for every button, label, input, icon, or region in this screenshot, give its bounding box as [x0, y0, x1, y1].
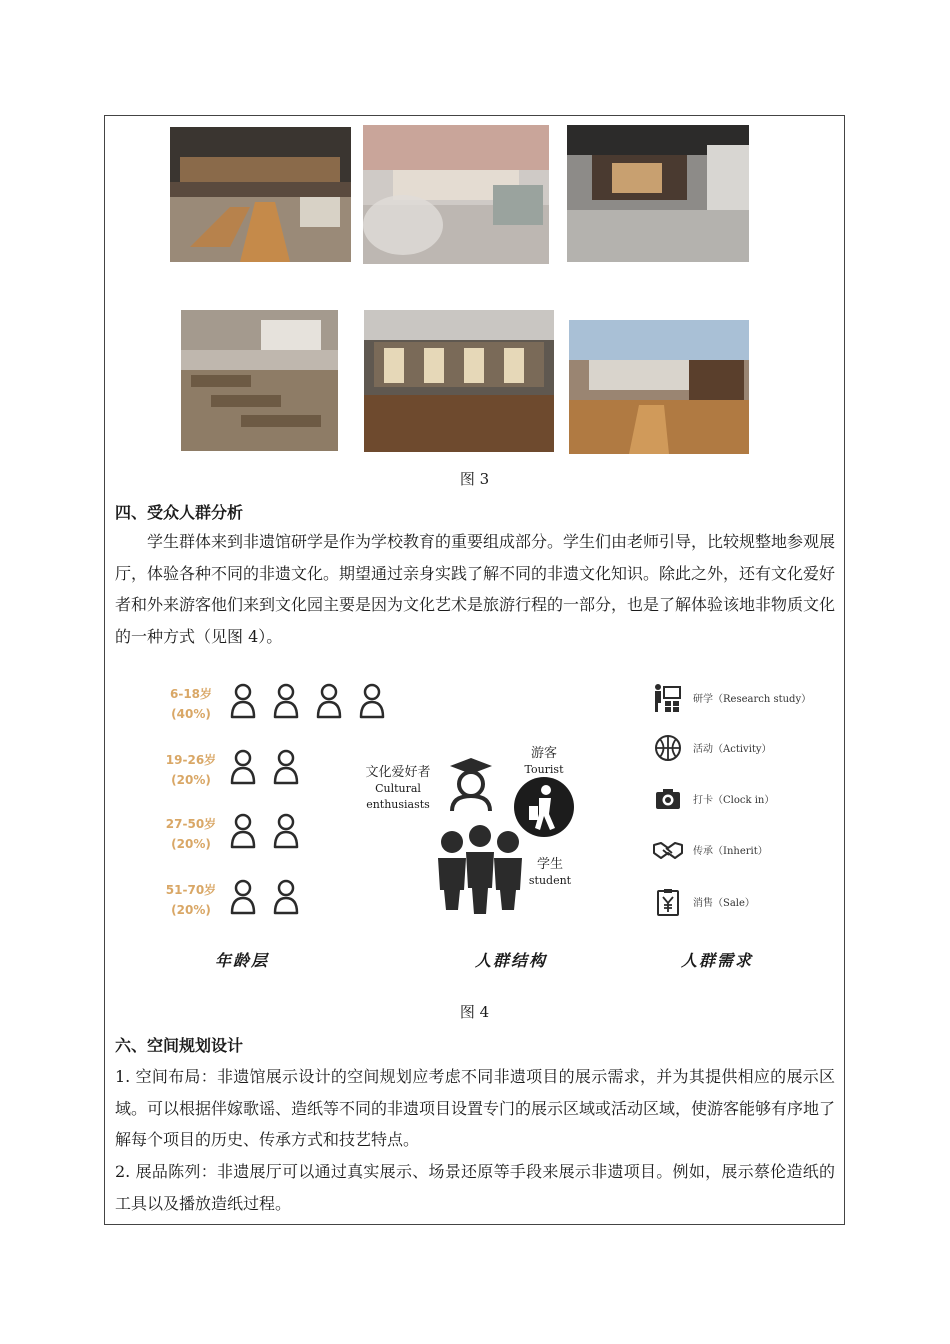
person-outline-icon — [272, 879, 300, 915]
need-label: 研学（Research study） — [693, 694, 812, 705]
student-group-icon — [434, 824, 526, 916]
age-group-label: 19-26岁 (20%) — [165, 753, 217, 787]
exhibit-hall-photo-5 — [364, 310, 554, 452]
age-group-label: 6-18岁 (40%) — [169, 687, 213, 721]
section-4-paragraph: 学生群体来到非遗馆研学是作为学校教育的重要组成部分。学生们由老师引导，比较规整地参观展厅，体验各种不同的非遗文化。期望通过亲身实践了解不同的非遗文化知识。除此之外，还有文化爱好者和外来游客他们来到文化园主要是因为文化艺术是旅游行程的一部分，也是了解体验该地非物质文化的一种方式（见图 4）。 — [115, 532, 836, 646]
document-frame — [104, 115, 845, 1225]
exhibit-hall-photo-3 — [567, 125, 749, 262]
age-group-label: 51-70岁 (20%) — [165, 883, 217, 917]
person-outline-icon — [229, 879, 257, 915]
person-outline-icon — [272, 813, 300, 849]
tourist-label: 游客 Tourist — [524, 746, 564, 776]
basketball-icon — [653, 733, 683, 763]
exhibit-hall-photo-6 — [569, 320, 749, 454]
person-outline-icon — [358, 683, 386, 719]
yuan-receipt-icon — [653, 887, 683, 917]
camera-icon — [653, 784, 683, 814]
person-outline-icon — [272, 683, 300, 719]
enthusiast-label: 文化爱好者 Cultural enthusiasts — [365, 765, 431, 811]
figure-3-caption: 图 3 — [459, 470, 490, 488]
person-outline-icon — [229, 683, 257, 719]
person-outline-icon — [315, 683, 343, 719]
exhibit-hall-photo-1 — [170, 127, 351, 262]
person-outline-icon — [229, 813, 257, 849]
need-label: 打卡（Clock in） — [693, 795, 775, 806]
needs-column-title: 人群需求 — [681, 951, 754, 970]
section-6-heading: 六、空间规划设计 — [115, 1036, 244, 1055]
handshake-icon — [653, 835, 683, 865]
section-6-item-1: 1. 空间布局：非遗馆展示设计的空间规划应考虑不同非遗项目的展示需求，并为其提供相应的展示区域。可以根据伴嫁歌谣、造纸等不同的非遗项目设置专门的展示区域或活动区域，使游客能够有序地了解每个项目的历史、传承方式和技艺特点。 — [115, 1067, 836, 1149]
exhibit-hall-photo-4 — [181, 310, 338, 451]
student-label: 学生 student — [528, 857, 572, 887]
section-6-item-2: 2. 展品陈列：非遗展厅可以通过真实展示、场景还原等手段来展示非遗项目。例如，展示蔡伦造纸的工具以及播放造纸过程。 — [115, 1162, 835, 1213]
person-outline-icon — [229, 749, 257, 785]
need-label: 传承（Inherit） — [693, 846, 768, 857]
need-label: 消售（Sale） — [693, 898, 755, 909]
need-label: 活动（Activity） — [693, 744, 772, 755]
crowd-column-title: 人群结构 — [475, 951, 548, 970]
age-column-title: 年龄层 — [215, 951, 270, 970]
exhibit-hall-photo-2 — [363, 125, 549, 264]
section-4-heading: 四、受众人群分析 — [115, 503, 244, 522]
scholar-icon — [448, 756, 494, 812]
figure-4-caption: 图 4 — [459, 1003, 490, 1021]
person-outline-icon — [272, 749, 300, 785]
research-icon — [653, 683, 683, 713]
age-group-label: 27-50岁 (20%) — [165, 817, 217, 851]
